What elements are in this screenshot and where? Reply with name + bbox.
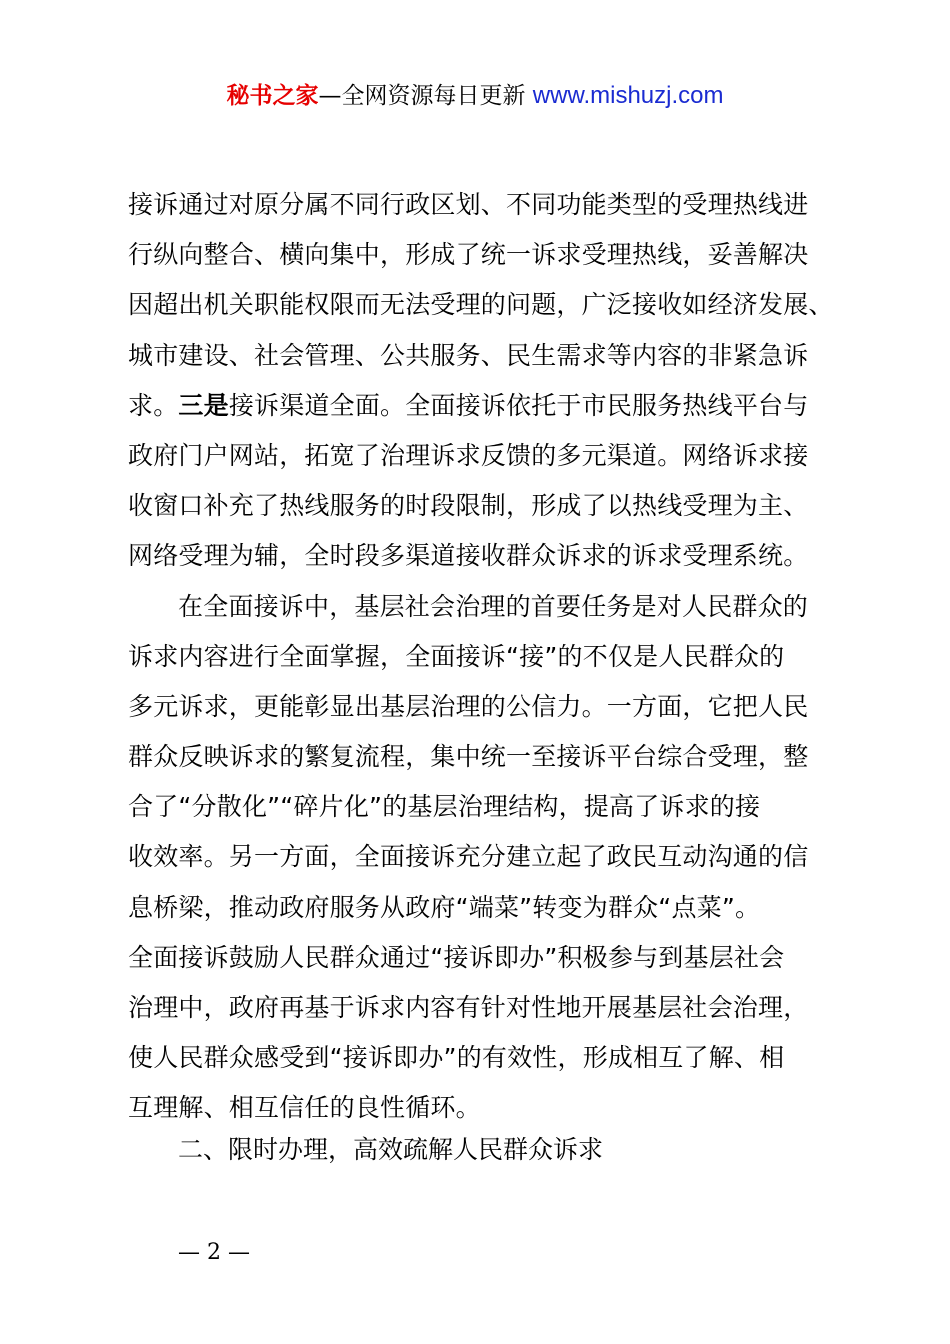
paragraph-2 [128,582,840,1134]
text-line [128,381,840,431]
text-line: 收效率。另一方面，全面接诉充分建立起了政民互动沟通的信 [128,842,809,872]
text-line: 网络受理为辅，全时段多渠道接收群众诉求的诉求受理系统。 [128,541,809,571]
text-line: 全面接诉鼓励人民群众通过“接诉即办”积极参与到基层社会 [128,942,785,972]
text-segment: 求。 [128,390,179,420]
text-line: 诉求内容进行全面掌握，全面接诉“接”的不仅是人民群众的 [128,641,785,671]
text-line: 城市建设、社会管理、公共服务、民生需求等内容的非紧急诉 [128,340,809,370]
text-line: 收窗口补充了热线服务的时段限制，形成了以热线受理为主、 [128,491,809,521]
text-line: 合了“分散化”“碎片化”的基层治理结构，提高了诉求的接 [128,792,761,822]
text-line: 接诉通过对原分属不同行政区划、不同功能类型的受理热线进 [128,190,809,219]
text-line: 政府门户网站，拓宽了治理诉求反馈的多元渠道。网络诉求接 [128,440,809,470]
text-line: 使人民群众感受到“接诉即办”的有效性，形成相互了解、相 [128,1043,785,1073]
text-line: 群众反映诉求的繁复流程，集中统一至接诉平台综合受理，整 [128,742,809,772]
text-line: 在全面接诉中，基层社会治理的首要任务是对人民群众的 [178,591,809,621]
text-line: 多元诉求，更能彰显出基层治理的公信力。一方面，它把人民 [128,691,809,721]
brand-name: 秘书之家 [226,83,319,109]
text-segment: 接诉渠道全面。全面接诉依托于市民服务热线平台与 [228,390,809,420]
site-url-link[interactable]: www.mishuzj.com [532,82,724,109]
text-line: 互理解、相互信任的良性循环。 [128,1093,481,1123]
section-heading: 二、限时办理，高效疏解人民群众诉求 [178,1135,604,1164]
page-number: — 2 — [178,1240,250,1265]
paragraph-1 [128,180,840,582]
site-header [0,80,950,112]
text-line: 息桥梁，推动政府服务从政府“端菜”转变为群众“点菜”。 [128,892,761,922]
bold-keyword: 三是 [178,390,229,420]
text-line: 因超出机关职能权限而无法受理的问题，广泛接收如经济发展、 [128,290,834,320]
document-body [128,180,840,1134]
text-line: 行纵向整合、横向集中，形成了统一诉求受理热线，妥善解决 [128,240,809,270]
text-line: 治理中，政府再基于诉求内容有针对性地开展基层社会治理， [128,993,809,1022]
header-slogan: —全网资源每日更新 [318,83,526,109]
